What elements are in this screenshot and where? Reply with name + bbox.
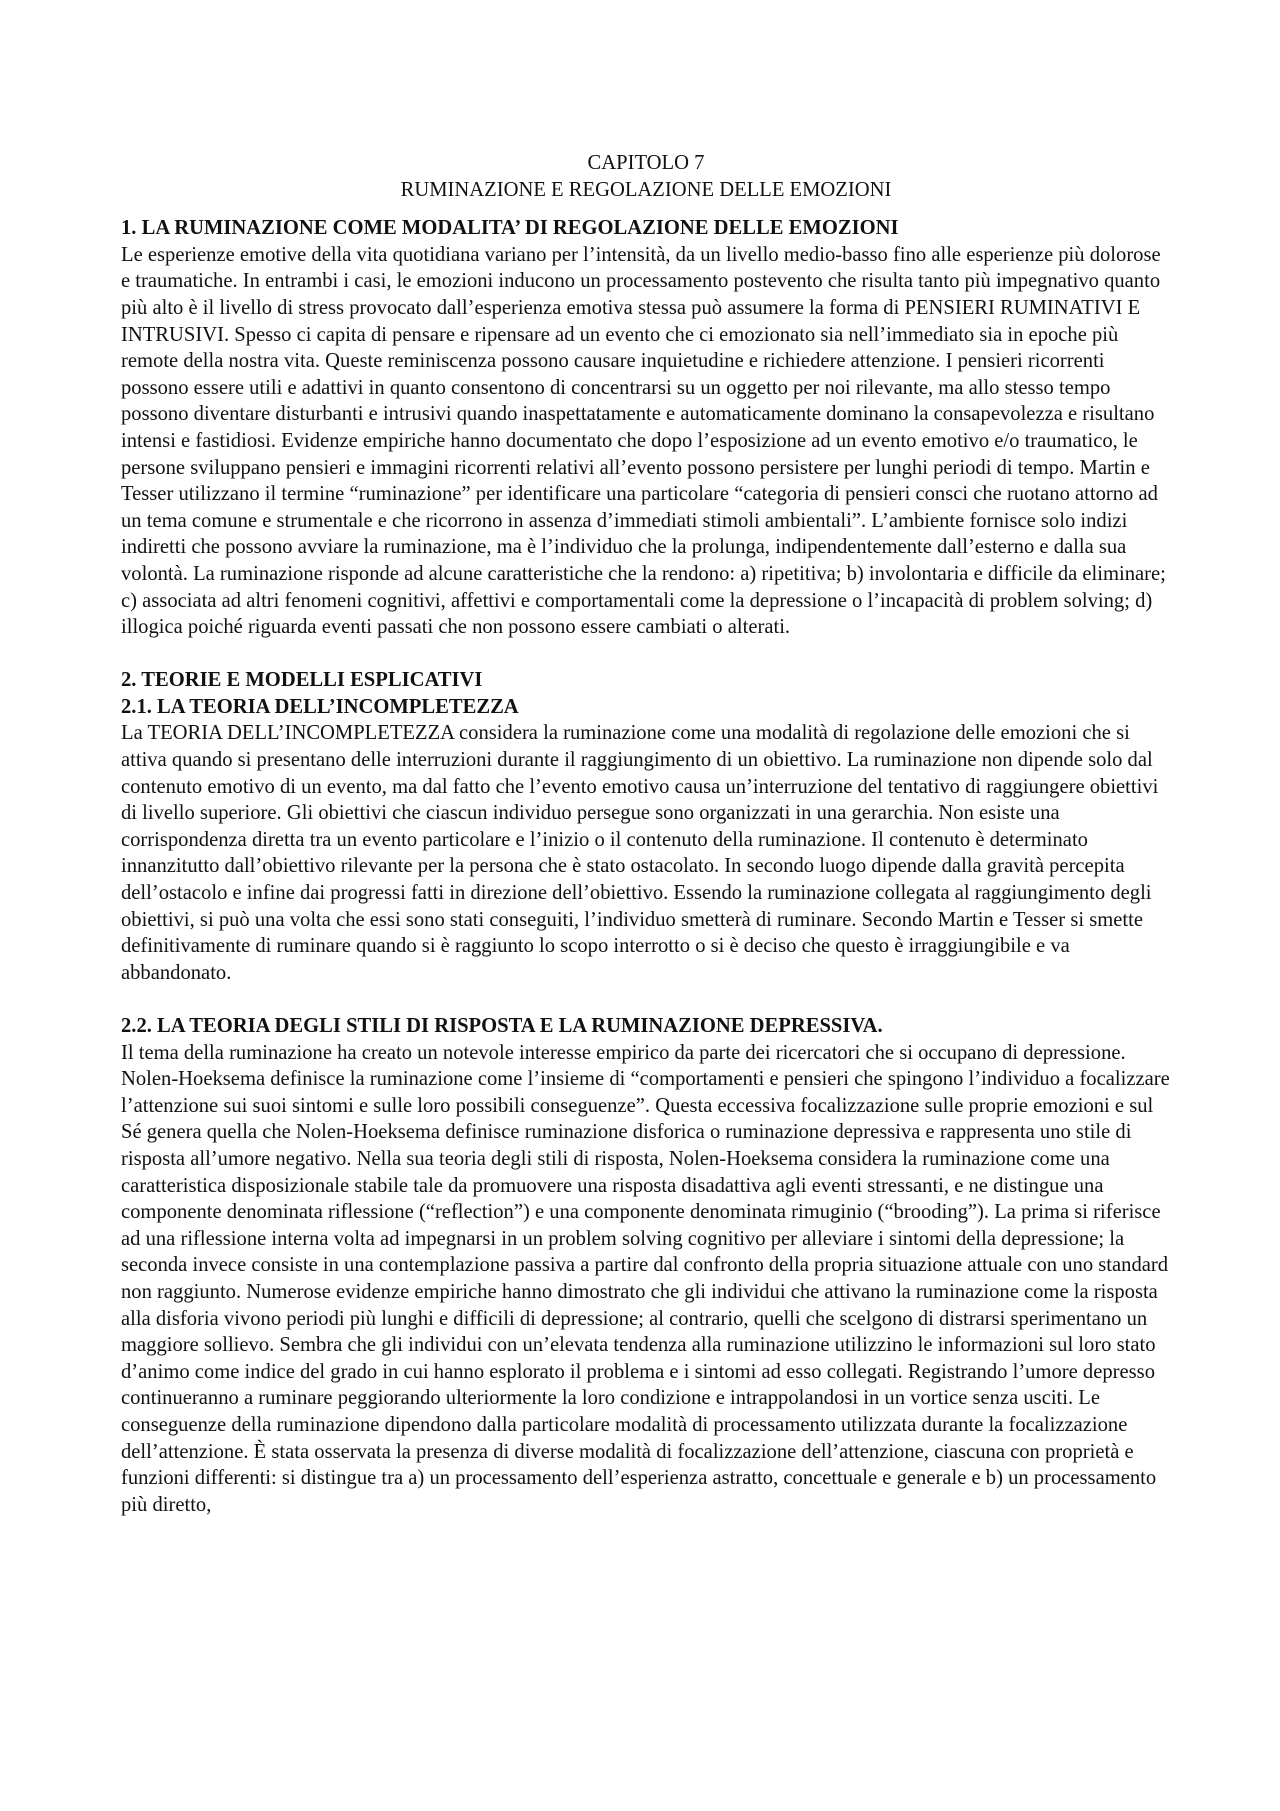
chapter-title: RUMINAZIONE E REGOLAZIONE DELLE EMOZIONI <box>400 178 892 201</box>
paragraph-gap <box>121 641 1171 668</box>
section-heading: 2.2. LA TEORIA DEGLI STILI DI RISPOSTA E LA RUMINAZIONE DEPRESSIVA. <box>121 1015 883 1037</box>
section-heading: 2. TEORIE E MODELLI ESPLICATIVI <box>121 669 483 692</box>
section-2-2 <box>121 1013 1171 1518</box>
document-page <box>121 150 1171 1518</box>
section-heading: 1. LA RUMINAZIONE COME MODALITA’ DI REGOLAZIONE DELLE EMOZIONI <box>121 217 899 240</box>
section-body: La TEORIA DELL’INCOMPLETEZZA considera la ruminazione come una modalità di regolazione delle emozioni che si attiva quando si presentano delle interruzioni durante il raggiungimento di un obiettivo. La ruminazione non dipende solo dal contenuto emotivo di un evento, ma dal fatto che l’evento emotivo causa un’interruzione del tentativo di raggiungere obiettivi di livello superiore. Gli obiettivi che ciascun individuo persegue sono organizzati in una gerarchia. Non esiste una corrispondenza diretta tra un evento particolare e l’inizio o il contenuto della ruminazione. Il contenuto è determinato innanzitutto dall’obiettivo rilevante per la persona che è stato ostacolato. In secondo luogo dipende dalla gravità percepita dell’ostacolo e infine dai progressi fatti in direzione dell’obiettivo. Essendo la ruminazione collegata al raggiungimento degli obiettivi, si può una volta che essi sono stati conseguiti, l’individuo smetterà di ruminare. Secondo Martin e Tesser si smette definitivamente di ruminare quando si è raggiunto lo scopo interrotto o si è deciso che questo è irraggiungibile e va abbandonato. <box>121 722 1159 984</box>
section-body: Il tema della ruminazione ha creato un notevole interesse empirico da parte dei ricercatori che si occupano di depressione. Nolen-Hoeksema definisce la ruminazione come l’insieme di “comportamenti e pensieri che spingono l’individuo a focalizzare l’attenzione sui suoi sintomi e sulle loro possibili conseguenze”. Questa eccessiva focalizzazione sulle proprie emozioni e sul Sé genera quella che Nolen-Hoeksema definisce ruminazione disforica o ruminazione depressiva e rappresenta uno stile di risposta all’umore negativo. Nella sua teoria degli stili di risposta, Nolen-Hoeksema considera la ruminazione come una caratteristica disposizionale stabile tale da promuovere una risposta disadattiva agli eventi stressanti, e ne distingue una componente denominata riflessione (“reflection”) e una componente denominata rimuginio (“brooding”). La prima si riferisce ad una riflessione interna volta ad impegnarsi in un problem solving cognitivo per alleviare i sintomi della depressione; la seconda invece consiste in una contemplazione passiva a partire dal confronto della propria situazione attuale con uno standard non raggiunto. Numerose evidenze empiriche hanno dimostrato che gli individui che attivano la ruminazione come la risposta alla disforia vivono periodi più lunghi e difficili di depressione; al contrario, quelli che scelgono di distrarsi sperimentano un maggiore sollievo. Sembra che gli individui con un’elevata tendenza alla ruminazione utilizzino le informazioni sul loro stato d’animo come indice del grado in cui hanno esplorato il problema e i sintomi ad esso collegati. Registrando l’umore depresso continueranno a ruminare peggiorando ulteriormente la loro condizione e intrappolandosi in un vortice senza usciti. Le conseguenze della ruminazione dipendono dalla particolare modalità di processamento utilizzata durante la focalizzazione dell’attenzione. È stata osservata la presenza di diverse modalità di focalizzazione dell’attenzione, ciascuna con proprietà e funzioni differenti: si distingue tra a) un processamento dell’esperienza astratto, concettuale e generale e b) un processamento più diretto, <box>121 1041 1170 1516</box>
section-2 <box>121 667 1171 986</box>
section-1 <box>121 215 1171 641</box>
section-body: Le esperienze emotive della vita quotidiana variano per l’intensità, da un livello medio-basso fino alle esperienze più dolorose e traumatiche. In entrambi i casi, le emozioni inducono un processamento postevento che risulta tanto più impegnativo quanto più alto è il livello di stress provocato dall’esperienza emotiva stessa può assumere la forma di PENSIERI RUMINATIVI E INTRUSIVI. Spesso ci capita di pensare e ripensare ad un evento che ci emozionato sia nell’immediato sia in epoche più remote della nostra vita. Queste reminiscenza possono causare inquietudine e richiedere attenzione. I pensieri ricorrenti possono essere utili e adattivi in quanto consentono di concentrarsi su un oggetto per noi rilevante, ma allo stesso tempo possono diventare disturbanti e intrusivi quando inaspettatamente e automaticamente dominano la consapevolezza e risultano intensi e fastidiosi. Evidenze empiriche hanno documentato che dopo l’esposizione ad un evento emotivo e/o traumatico, le persone sviluppano pensieri e immagini ricorrenti relativi all’evento possono persistere per lunghi periodi di tempo. Martin e Tesser utilizzano il termine “ruminazione” per identificare una particolare “categoria di pensieri consci che ruotano attorno ad un tema comune e strumentale e che ricorrono in assenza d’immediati stimoli ambientali”. L’ambiente fornisce solo indizi indiretti che possono avviare la ruminazione, ma è l’individuo che la prolunga, indipendentemente dall’esterno e dalla sua volontà. La ruminazione risponde ad alcune caratteristiche che la rendono: a) ripetitiva; b) involontaria e difficile da eliminare; c) associata ad altri fenomeni cognitivi, affettivi e comportamentali come la depressione o l’incapacità di problem solving; d) illogica poiché riguarda eventi passati che non possono essere cambiati o alterati. <box>121 243 1166 639</box>
section-subheading: 2.1. LA TEORIA DELL’INCOMPLETEZZA <box>121 695 519 718</box>
paragraph-gap <box>121 986 1171 1013</box>
chapter-number: CAPITOLO 7 <box>587 152 705 174</box>
chapter-title-block <box>121 150 1171 203</box>
